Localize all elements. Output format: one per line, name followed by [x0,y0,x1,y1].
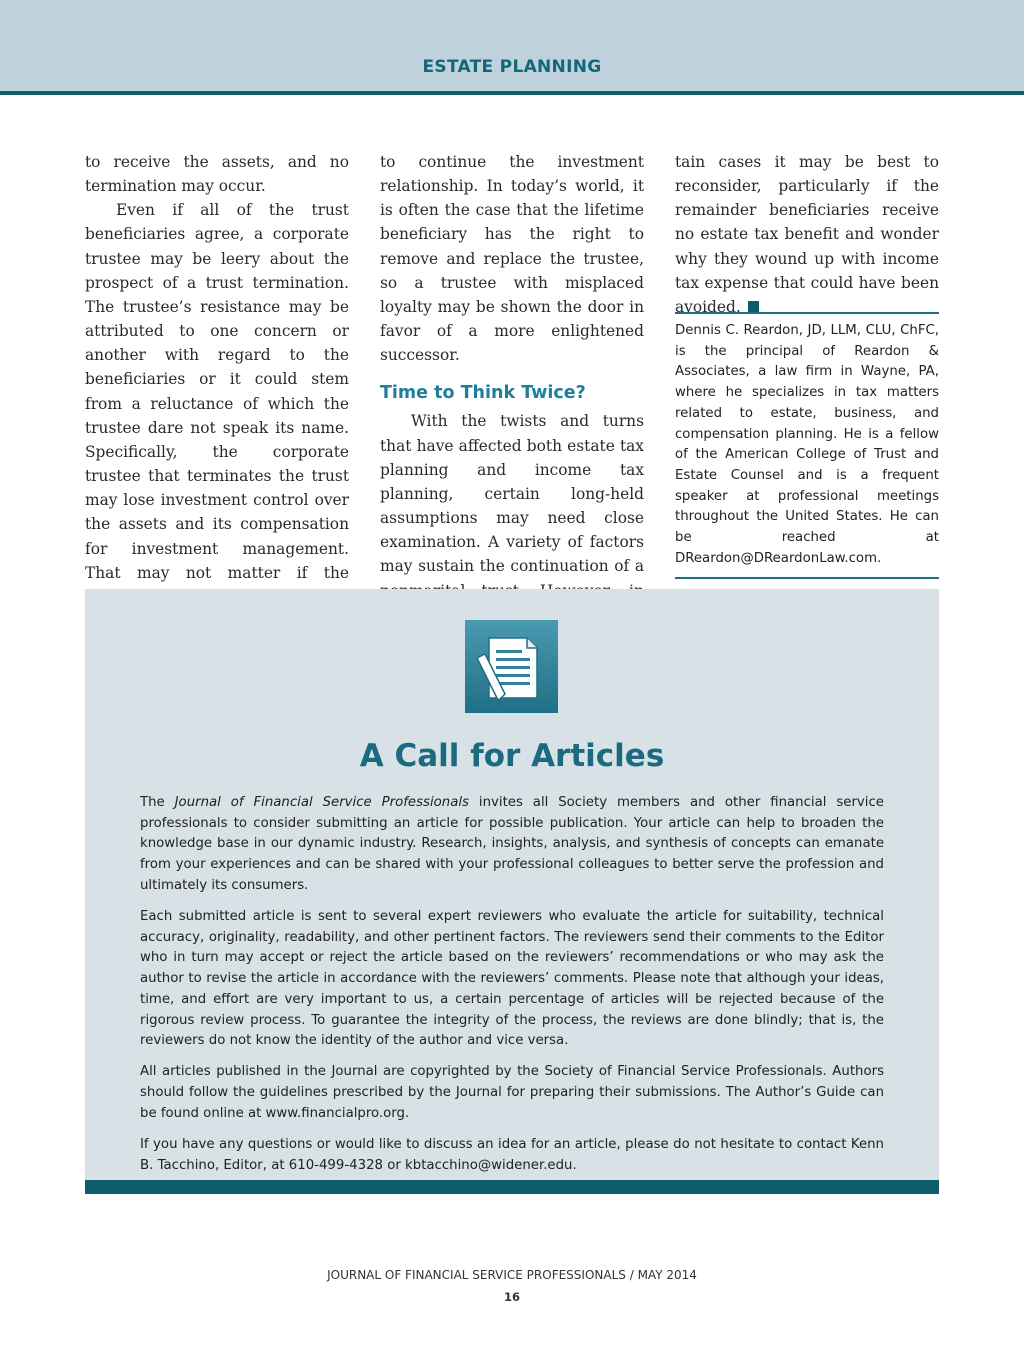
section-header [0,0,1024,95]
author-bio: Dennis C. Reardon, JD, LLM, CLU, ChFC, is the principal of Reardon & Associates, a law firm in Wayne, PA, where he specializes in tax matters related to estate, business, and compensation planning. He is a fellow of the American College of Trust and Estate Counsel and is a frequent speaker at professional meetings throughout the United States. He can be reached at DReardon@DReardonLaw.com. [675,312,939,579]
document-pen-icon [465,620,558,713]
paragraph: If you have any questions or would like to discuss an idea for an article, please do not hesitate to contact Kenn B. Tacchino, Editor, at 610-499-4328 or kbtacchino@widener.edu. [140,1137,884,1173]
call-for-articles-panel [85,589,939,1180]
paragraph: All articles published in the Journal are copyrighted by the Society of Financial Service Professionals. Authors should follow the guidelines prescribed by the Journal for preparing their submissions. The Author’s Guide can be found online at www.financialpro.org. [140,1064,884,1121]
article-column-2 [380,150,644,627]
paragraph-text: invites all Society members and other financial service professionals to consider submitting an article for possible publication. Your article can help to broaden the knowledge base in our dynamic industry. Research, insights, analysis, and synthesis of concepts can emanate from your experiences and can be shared with your professional colleagues to better serve the profession and ultimately its consumers. [140,795,884,893]
panel-bottom-bar [85,1180,939,1194]
article-column-3 [675,150,939,319]
section-title: ESTATE PLANNING [422,57,602,77]
paragraph [675,150,939,319]
journal-name: Journal of Financial Service Professionals [174,795,469,810]
paragraph-text: tain cases it may be best to reconsider, particularly if the remainder beneficiaries receive no estate tax benefit and wonder why they wound up with income tax expense that could have been avoided. [675,153,939,316]
footer-journal-line: JOURNAL OF FINANCIAL SERVICE PROFESSIONALS / MAY 2014 [327,1268,697,1282]
paragraph [140,793,884,897]
call-for-articles-body [140,793,884,1187]
subheading: Time to Think Twice? [380,383,586,404]
paragraph: With the twists and turns that have affected both estate tax planning and income tax planning, certain long-held assumptions may need close examination. A variety of factors may sustain the continuation of a [380,412,644,576]
paragraph: to receive the assets, and no termination may occur. [85,153,349,196]
paragraph: Each submitted article is sent to several expert reviewers who evaluate the article for suitability, technical accuracy, originality, readability, and other pertinent factors. The reviewers send their comments to the Editor who in turn may accept or reject the article based on the reviewers’ recommendations or who may ask the author to revise the article in accordance with the reviewers’ comments. Please note that although your ideas, time, and effort are very important to us, a certain percentage of articles will be rejected because of the rigorous review process. To guarantee the integrity of the process, the reviews are done blindly; that is, the reviewers do not know the identity of the author and vice versa. [140,909,884,1049]
paragraph-text: The [140,795,175,810]
call-for-articles-title: A Call for Articles [359,738,665,774]
end-mark-icon [748,301,759,312]
paragraph: Even if all of the trust beneficiaries agree, a corporate trustee may be leery about the prospect of a trust termination. The trustee’s resistance may be attributed to one concern or another with regard to the beneficiaries or it could stem from a reluctance of which the trustee dare not speak its name. Specifically, the corporate trustee that terminates the trust may lose investment control over the assets and its compensation for investment management. That may not matter if the [85,201,349,582]
paragraph: to continue the investment relationship. In today’s world, it is often the case that the lifetime beneficiary has the right to remove and replace the trustee, so a trustee with misplaced loyalty may be shown the door in favor of a more enlightened successor. [380,153,644,365]
page-number: 16 [503,1290,520,1304]
article-column-1 [85,150,349,633]
